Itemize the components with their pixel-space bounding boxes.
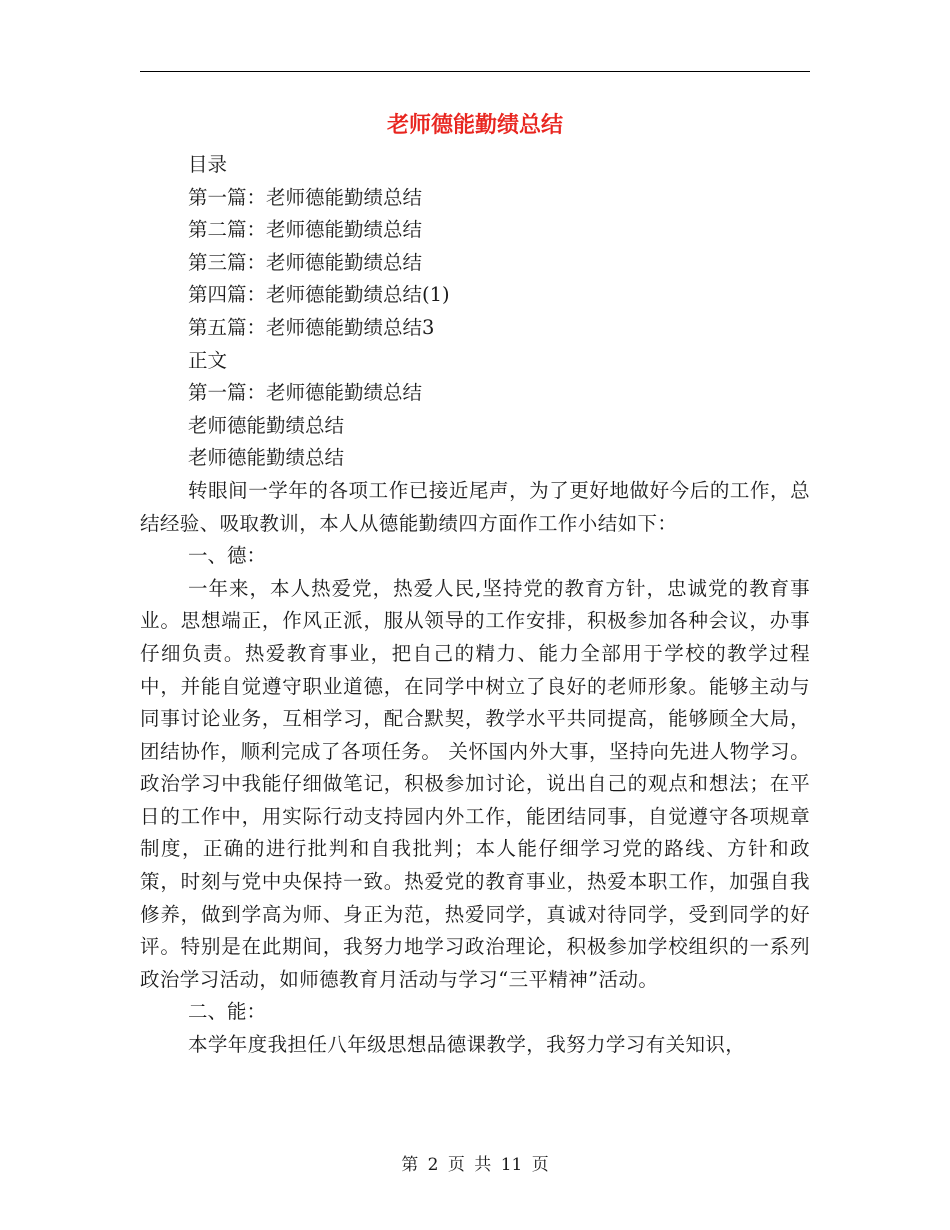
- toc-item-5[interactable]: 第五篇：老师德能勤绩总结3: [188, 315, 435, 339]
- section-2-paragraph: 本学年度我担任八年级思想品德课教学，我努力学习有关知识，: [188, 1033, 746, 1057]
- page-footer: 第 2 页 共 11 页: [401, 1155, 549, 1175]
- chapter-title: 第一篇：老师德能勤绩总结: [188, 381, 423, 405]
- document-title: 老师德能勤绩总结: [386, 113, 563, 138]
- section-2-heading: 二、能：: [188, 1000, 267, 1024]
- intro-paragraph: 转眼间一学年的各项工作已接近尾声，为了更好地做好今后的工作，总结经验、吸取教训，本人从德能勤绩四方面作工作小结如下：: [140, 478, 810, 535]
- body-heading: 正文: [188, 348, 228, 372]
- document-body: [140, 149, 810, 1062]
- toc-heading: 目录: [188, 153, 228, 176]
- subtitle-2: 老师德能勤绩总结: [188, 446, 345, 470]
- toc-item-2[interactable]: 第二篇：老师德能勤绩总结: [188, 218, 423, 242]
- section-1-heading: 一、德：: [188, 544, 267, 568]
- section-1-paragraph: 一年来，本人热爱党，热爱人民,坚持党的教育方针，忠诚党的教育事业。思想端正，作风正派，服从领导的工作安排，积极参加各种会议，办事仔细负责。热爱教育事业，把自己的精力、能力全部用于学校的教学过程中，并能自觉遵守职业道德，在同学中树立了良好的老师形象。能够主动与同事讨论业务，互相学习，配合默契，教学水平共同提高，能够顾全大局，团结协作，顺利完成了各项任务。 关怀国内外大事，坚持向先进人物学习。政治学习中我能仔细做笔记，积极参加讨论，说出自己的观点和想法；在平日的工作中，用实际行动支持园内外工作，能团结同事，自觉遵守各项规章制度，正确的进行批判和自我批判；本人能仔细学习党的路线、方针和政策，时刻与党中央保持一致。热爱党的教育事业，热爱本职工作，加强自我修养，做到学高为师、身正为范，热爱同学，真诚对待同学，受到同学的好评。特别是在此期间，我努力地学习政治理论，积极参加学校组织的一系列政治学习活动，如师德教育月活动与学习“三平精神”活动。: [140, 576, 810, 991]
- toc-item-4[interactable]: 第四篇：老师德能勤绩总结(1): [188, 283, 450, 307]
- subtitle-1: 老师德能勤绩总结: [188, 413, 345, 437]
- header-rule: [140, 71, 810, 72]
- toc-item-3[interactable]: 第三篇：老师德能勤绩总结: [188, 250, 423, 274]
- toc-item-1[interactable]: 第一篇：老师德能勤绩总结: [188, 185, 423, 209]
